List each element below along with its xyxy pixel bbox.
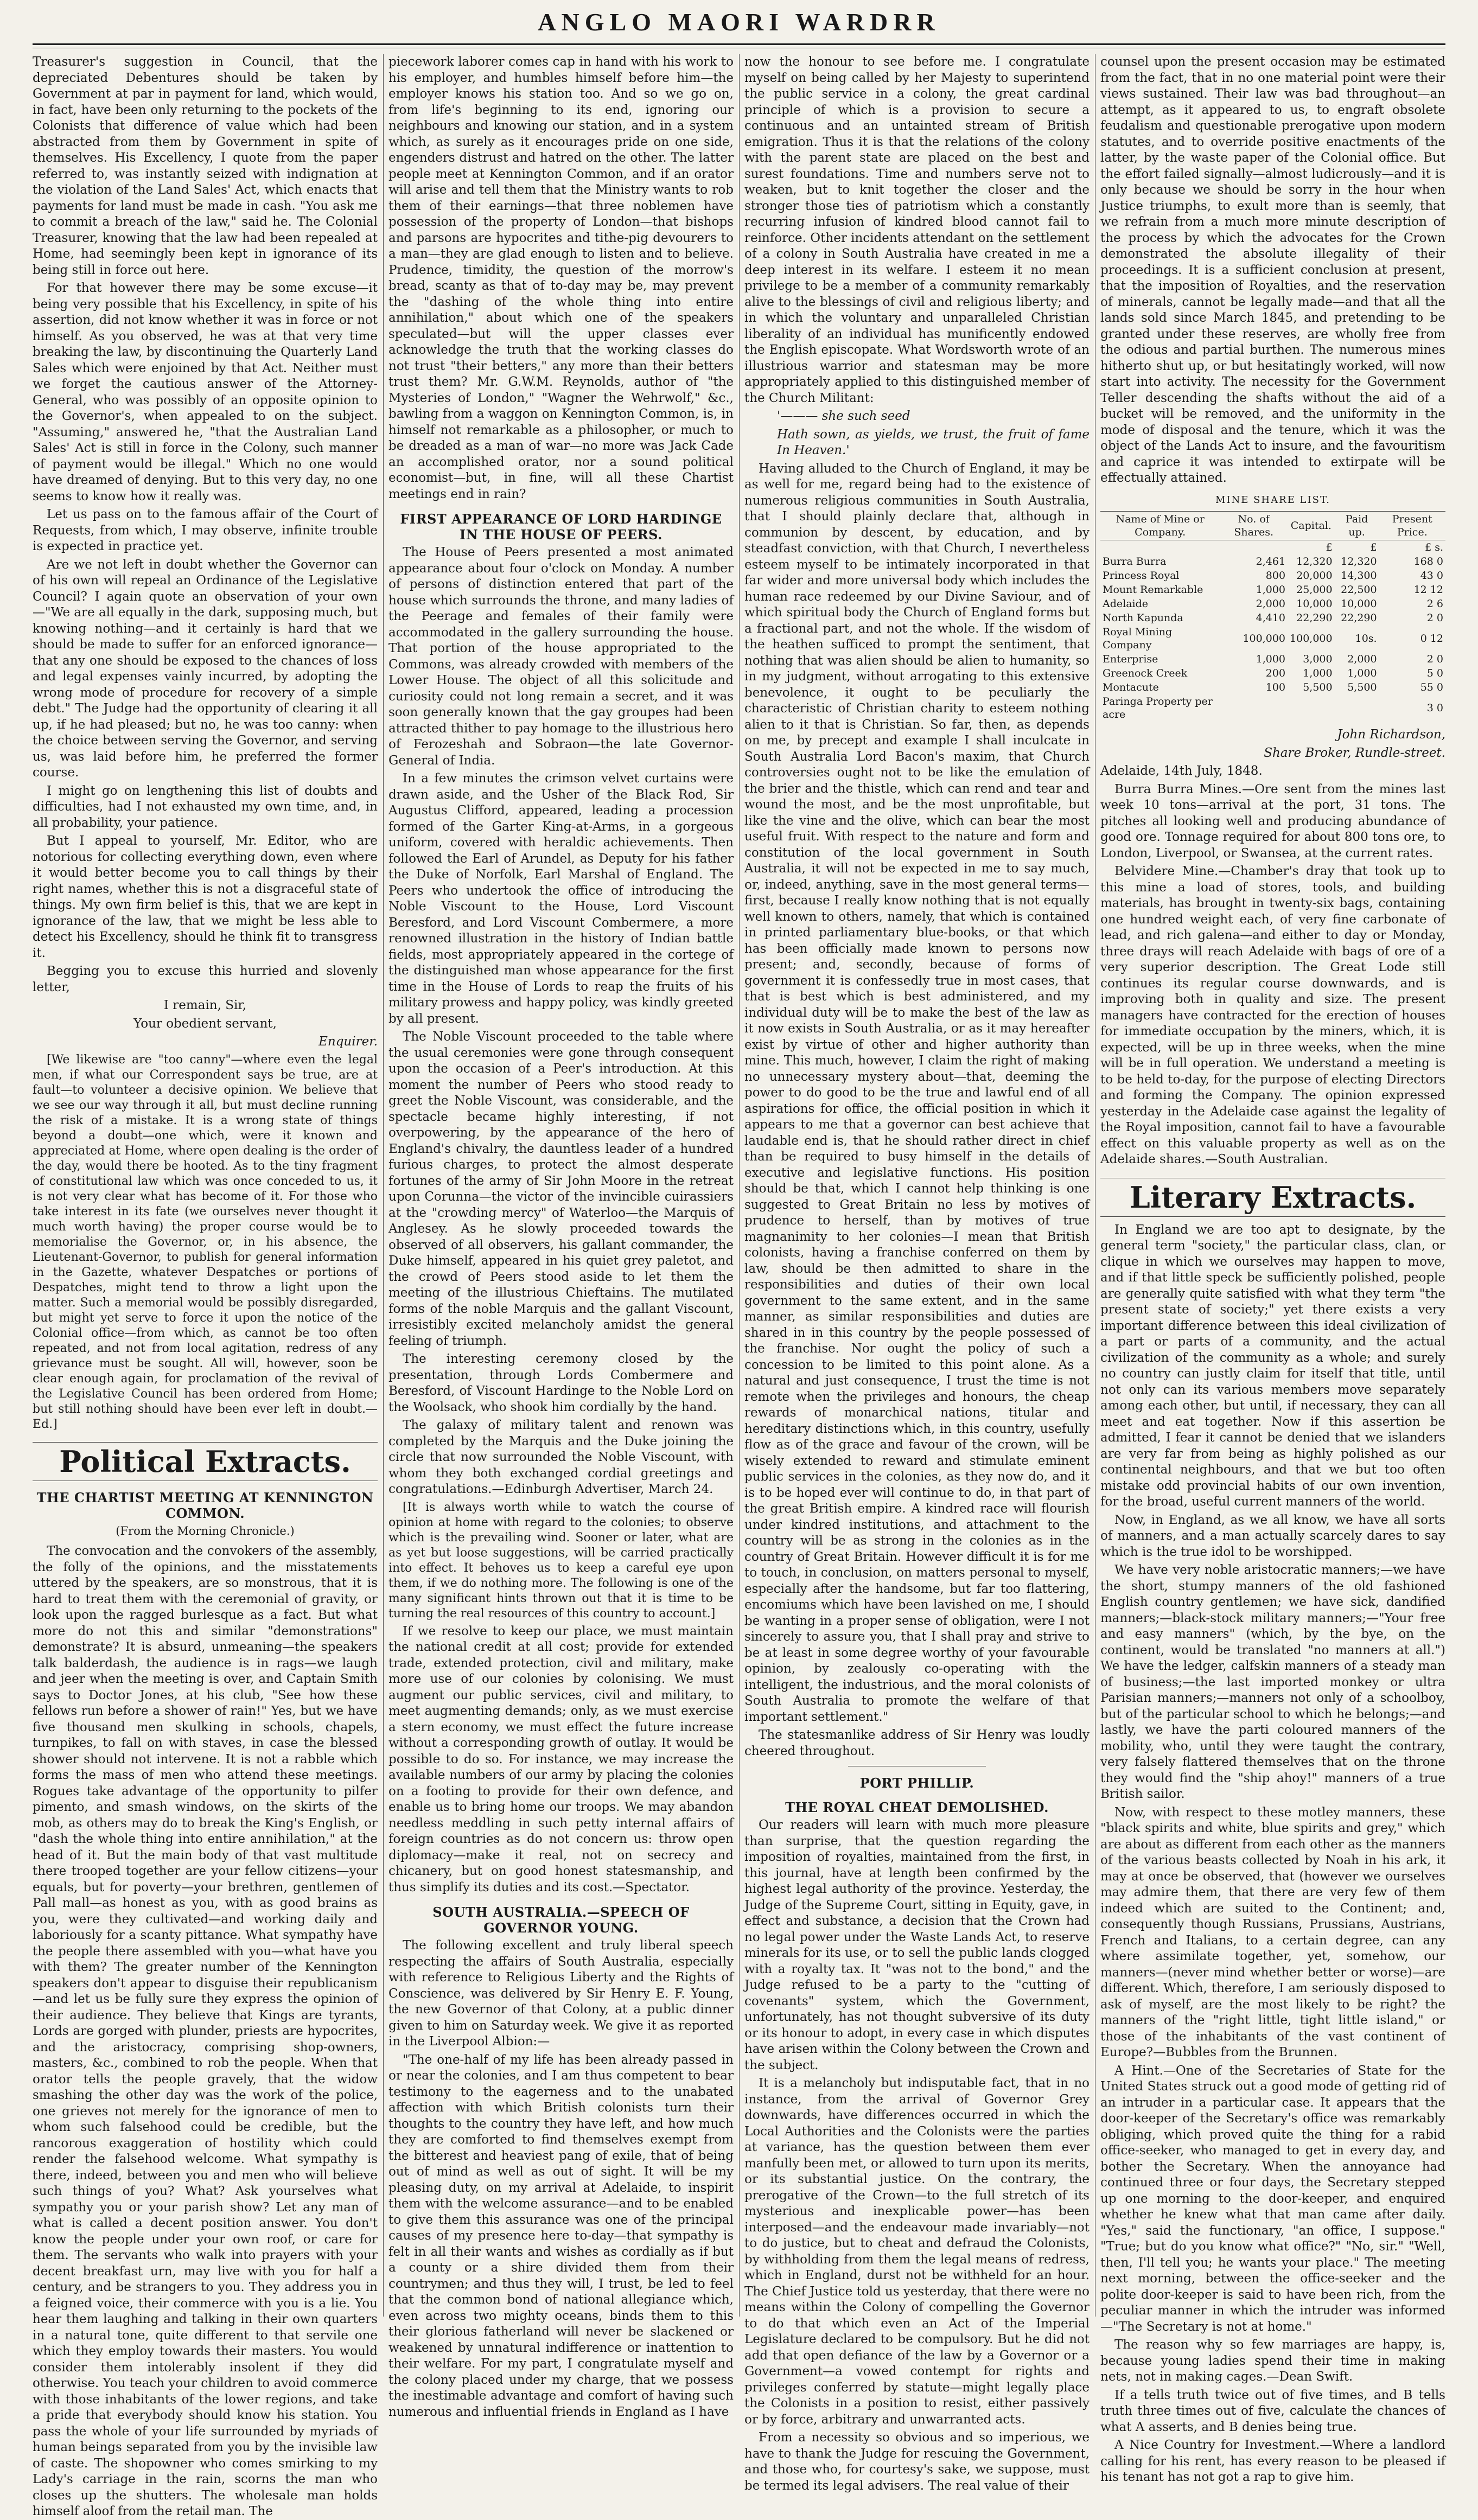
table-cell xyxy=(1335,694,1379,722)
table-cell: 22,290 xyxy=(1341,612,1377,624)
table-cell: 100,000 xyxy=(1243,633,1286,645)
table-units-row xyxy=(1100,540,1445,555)
table-cell: 1,000 xyxy=(1303,667,1333,679)
table-cell: 4,410 xyxy=(1256,612,1286,624)
table-header-cell: Capital. xyxy=(1288,512,1335,540)
article-heading: SOUTH AUSTRALIA.—SPEECH OF GOVERNOR YOUNG. xyxy=(432,1904,690,1936)
paragraph: The reason why so few marriages are happy, is, because young ladies spend their time in making nets, not in making cages.—Dean Swift. xyxy=(1100,2338,1445,2384)
paragraph: I might go on lengthening this list of doubts and difficulties, had I not exhausted my own time, and, in all probability, your patience. xyxy=(33,783,378,830)
column-divider xyxy=(383,54,384,2317)
paragraph: Begging you to excuse this hurried and slovenly letter, xyxy=(33,964,378,994)
table-cell: Burra Burra xyxy=(1103,556,1167,567)
table-header-row xyxy=(1100,512,1445,540)
article-subheading: THE ROYAL CHEAT DEMOLISHED. xyxy=(785,1800,1049,1815)
table-cell: 10s. xyxy=(1355,633,1377,645)
table-cell: 12 12 xyxy=(1413,584,1443,596)
table-unit-cell: £ xyxy=(1326,541,1333,553)
paragraph: It is a melancholy but indisputable fact, that in no instance, from the arrival of Governor Grey downwards, have differences occurred in which the Local Authorities and the Colonists were the parties at variance, has the question between them ever manfully been met, or allowed to turn upon its merits, or its substantial justice. On the contrary, the prerogative of the Crown—to the full stretch of its mysterious and inexplicable power—has been interposed—and the endeavour made invariably—not to do justice, but to cheat and defraud the Colonists, by withholding from them the legal means of redress, which in England, durst not be withheld for an hour. The Chief Justice told us yesterday, that there were no means within the Colony of compelling the Governor to do that which even an Act of the Imperial Legislature declared to be compulsory. But he did not add that open defiance of the law by a Governor or a Government—a vowed contempt for rights and privileges conferred by statute—might legally place the Colonists in a position to resist, either passively or by force, arbitrary and unwarranted acts. xyxy=(744,2076,1090,2427)
paragraph: From a necessity so obvious and so imperious, we have to thank the Judge for rescuing the Government, and those who, for courtesy's sake, we suppose, must be termed its legal advisers. The real value of their xyxy=(744,2430,1090,2493)
table-cell: 0 12 xyxy=(1420,633,1443,645)
table-cell: Montacute xyxy=(1103,681,1159,693)
table-cell: Mount Remarkable xyxy=(1103,584,1203,596)
paragraph: But I appeal to yourself, Mr. Editor, who are notorious for collecting everything down, even where it would better become you to call things by their right names, whether this is not a disgraceful state of things. My own firm belief is this, that we are kept in ignorance of the law, that we might be less able to detect his Excellency, should he think fit to transgress it. xyxy=(33,834,378,960)
paragraph: Let us pass on to the famous affair of the Court of Requests, from which, I may observe, infinite trouble is expected in practice yet. xyxy=(33,507,378,553)
table-cell: 43 0 xyxy=(1420,570,1443,582)
verse-line: Hath sown, as yields, we trust, the fruit of fame In Heaven.' xyxy=(777,427,1090,457)
dateline: Adelaide, 14th July, 1848. xyxy=(1100,764,1263,778)
table-cell: 200 xyxy=(1265,667,1286,679)
table-unit-cell: £ xyxy=(1370,541,1377,553)
table-cell: 1,000 xyxy=(1256,653,1286,665)
paragraph: now the honour to see before me. I congratulate myself on being called by her Majesty to superintend the public service in a colony, the great cardinal principle of which is a provision to secure a continuous and an untainted stream of British emigration. Thus it is that the relations of the colony with the parent state are placed on the best and surest foundations. Time and numbers serve not to weaken, but to knit together the closer and the stronger those ties of patriotism which a constantly recurring infusion of kindred blood cannot fail to reinforce. Other incidents attendant on the settlement of a colony in South Australia have created in me a deep interest in its welfare. I esteem it no mean privilege to be a member of a community remarkably alive to the blessings of civil and religious liberty; and in which the voluntary and unparalleled Christian liberality of an individual has munificently endowed the English episcopate. What Wordsworth wrote of an illustrious warrior and statesman may be more appropriately applied to this distinguished member of the Church Militant: xyxy=(744,55,1090,405)
paragraph: We have very noble aristocratic manners;—we have the short, stumpy manners of the old fashioned English country gentlemen; we have sick, dandified manners;—black-stock military manners;—"Your free and easy manners" (which, by the bye, on the continent, would be translated "no manners at all.") We have the ledger, calfskin manners of a steady man of business;—the last imported monkey or ultra Parisian manners;—manners not only of a schoolboy, but of the particular school to which he belongs;—and lastly, we have the parti coloured manners of the mobility, who, until they were taught the contrary, very falsely flattered themselves that on the throne they would find the "ship ahoy!" manners of a true British sailor. xyxy=(1100,1563,1445,1801)
paragraph: Now, in England, as we all know, we have all sorts of manners, and a man actually scarcely dares to say which is the true idol to be worshipped. xyxy=(1100,1513,1445,1559)
column-3 xyxy=(744,54,1090,2493)
table-cell: 22,290 xyxy=(1296,612,1333,624)
table-cell: 5 0 xyxy=(1426,667,1443,679)
section-heading-literary-extracts: Literary Extracts. xyxy=(1100,1178,1445,1217)
table-cell: 800 xyxy=(1265,570,1286,582)
paragraph: The House of Peers presented a most animated appearance about four o'clock on Monday. A number of persons of distinction entered that part of the house which surrounds the throne, and many ladies of the Peerage and females of their family were accommodated in the gallery surrounding the house. That portion of the house appropriated to the Commons, was already crowded with members of the Lower House. The object of all this solicitude and curiosity could not long remain a secret, and it was soon generally known that the gay groupes had been attracted thither to pay homage to the illustrious hero of Ferozeshah and Sobraon—the late Governor-General of India. xyxy=(388,545,734,768)
paragraph: The statesmanlike address of Sir Henry was loudly cheered throughout. xyxy=(744,1728,1090,1758)
editor-note: [It is always worth while to watch the course of opinion at home with regard to the colonies; to observe which is the prevailing wind. Sooner or later, what are as yet but loose suggestions, will be carried practically into effect. It behoves us to keep a careful eye upon them, if we do nothing more. The following is one of the many significant hints thrown out that it is time to be turning the real resources of this country to account.] xyxy=(388,1500,734,1621)
table-cell: 5,500 xyxy=(1347,681,1377,693)
table-cell: 10,000 xyxy=(1296,598,1333,610)
table-row xyxy=(1100,666,1445,680)
mine-share-table xyxy=(1100,511,1445,722)
table-body xyxy=(1100,554,1445,722)
table-row xyxy=(1100,625,1445,652)
table-cell: Greenock Creek xyxy=(1103,667,1188,679)
table-cell: 1,000 xyxy=(1347,667,1377,679)
paragraph: Our readers will learn with much more pleasure than surprise, that the question regarding the imposition of royalties, maintained from the first, in this journal, have at length been confirmed by the highest legal authority of the province. Yesterday, the Judge of the Supreme Court, sitting in Equity, gave, in effect and substance, a decision that the Crown had no legal power under the Waste Lands Act, to reserve minerals for its use, or to sell the public lands clogged with a royalty tax. It "was not to the bond," and the Judge refused to be a party to the "cutting of covenants" system, which the Government, unfortunately, has not thought subversive of its duty or its honour to adopt, in every case in which disputes have arisen within the Colony between the Crown and the subject. xyxy=(744,1818,1090,2072)
signature-line: I remain, Sir, xyxy=(163,998,247,1012)
verse-line: '——— she such seed xyxy=(777,409,910,423)
table-cell: 100,000 xyxy=(1290,633,1333,645)
table-cell: 12,320 xyxy=(1341,556,1377,567)
table-row xyxy=(1100,680,1445,694)
broker-name: John Richardson, xyxy=(1337,728,1445,742)
table-cell: 14,300 xyxy=(1341,570,1377,582)
table-cell: 100 xyxy=(1265,681,1286,693)
table-cell: 2 0 xyxy=(1426,653,1443,665)
paragraph: A Hint.—One of the Secretaries of State for the United States struck out a good mode of getting rid of an intruder in a particular case. It appears that the door-keeper of the Secretary's office was remarkably obliging, which proved quite the thing for a rabid office-seeker, who managed to get in every day, and bother the Secretary. When the annoyance had continued three or four days, the Secretary stepped up one morning to the door-keeper, and enquired whether he knew what that man came after daily. "Yes," said the functionary, "an office, I suppose." "True; but do you know what office?" "No, sir." "Well, then, I'll tell you; he wants your place." The meeting next morning, between the office-seeker and the polite door-keeper is said to have been rich, from the peculiar manner in which the intruder was informed—"The Secretary is not at home." xyxy=(1100,2063,1445,2334)
table-cell xyxy=(1220,694,1288,722)
column-1 xyxy=(33,54,378,2518)
paragraph: The Noble Viscount proceeded to the table where the usual ceremonies were gone through consequent upon the occasion of a Peer's introduction. At this moment the number of Peers who stood ready to greet the Noble Viscount, was considerable, and the spectacle became highly interesting, if not overpowering, by the appearance of the hero of England's chivalry, the dauntless leader of a hundred furious charges, to protect the almost desperate fortunes of the army of Sir John Moore in the retreat upon Corunna—the victor of the invincible cuirassiers at the "crowding mercy" of Waterloo—the Marquis of Anglesey. As he slowly proceeded towards the observed of all observers, his gallant commander, the Duke himself, appeared in his quiet grey paletot, and the crowd of Peers stood aside to let them the meeting of the illustrious Chieftains. The mutilated forms of the noble Marquis and the gallant Viscount, irresistibly excited melancholy amidst the general feeling of triumph. xyxy=(388,1030,734,1348)
table-cell: Princess Royal xyxy=(1103,570,1180,582)
table-cell: 168 0 xyxy=(1413,556,1443,567)
table-cell: 3,000 xyxy=(1303,653,1333,665)
section-heading-political-extracts: Political Extracts. xyxy=(33,1442,378,1481)
paragraph: piecework laborer comes cap in hand with his work to his employer, and humbles himself before him—the employer knows his station too. And so we go on, from life's beginning to its end, ignoring our neighbours and knowing our station, and in a system which, as surely as it encourages pride on one side, engenders distrust and hatred on the other. The latter people meet at Kennington Common, and if an orator will arise and tell them that the Ministry wants to rob them of their earnings—that three noblemen have possession of the property of London—that bishops and parsons are hypocrites and tithe-pig devourers to a man—they are glad enough to listen and to believe. Prudence, timidity, the question of the morrow's bread, scanty as that of to-day may be, may prevent the "dashing of the whole thing into entire annihilation," about which one of the speakers speculated—but will the upper classes ever acknowledge the truth that the working classes do not trust "their betters," any more than their betters trust them? Mr. G.W.M. Reynolds, author of "the Mysteries of London," "Wagner the Wehrwolf," &c., bawling from a waggon on Kennington Common, is, in himself not remarkable as a philosopher, or much to be dreaded as a man of war—no more was Jack Cade an accomplished orator, nor a sound political economist—but, in fine, will all these Chartist meetings end in rain? xyxy=(388,55,734,501)
paragraph: Burra Burra Mines.—Ore sent from the mines last week 10 tons—arrival at the port, 31 tons. The pitches all looking well and producing abundance of good ore. Tonnage required for about 800 tons ore, to London, Liverpool, or Swansea, at the current rates. xyxy=(1100,782,1445,860)
table-cell: 1,000 xyxy=(1256,584,1286,596)
paragraph: For that however there may be some excuse—it being very possible that his Excellency, in spite of his assertion, did not know whether it was in force or not himself. As you observed, he was at that very time breaking the law, by discontinuing the Quarterly Land Sales which were enjoined by that Act. Neither must we forget the cautious answer of the Attorney-General, who was possibly of an opposite opinion to the Governor's, when appealed to on the subject. "Assuming," answered he, "that the Australian Land Sales' Act is still in force in the Colony, such manner of payment would be illegal." Which no one would have dreamed of denying. But to this very day, no one seems to know how it really was. xyxy=(33,281,378,503)
table-cell: 22,500 xyxy=(1341,584,1377,596)
column-4 xyxy=(1100,54,1445,2484)
table-cell: 12,320 xyxy=(1296,556,1333,567)
table-cell: 10,000 xyxy=(1341,598,1377,610)
table-cell: North Kapunda xyxy=(1103,612,1183,624)
paragraph: If a tells truth twice out of five times, and B tells truth three times out of five, calculate the chances of what A asserts, and B denies being true. xyxy=(1100,2388,1445,2434)
table-cell: 55 0 xyxy=(1420,681,1443,693)
table-row xyxy=(1100,583,1445,597)
table-cell: 3 0 xyxy=(1426,702,1443,714)
table-cell: 2,000 xyxy=(1256,598,1286,610)
column-2 xyxy=(388,54,734,2419)
table-cell: Enterprise xyxy=(1103,653,1158,665)
table-header-cell: Name of Mine or Company. xyxy=(1100,512,1220,540)
table-row xyxy=(1100,611,1445,625)
article-source: (From the Morning Chronicle.) xyxy=(116,1524,295,1537)
table-cell: 2,461 xyxy=(1256,556,1286,567)
signature-name: Enquirer. xyxy=(318,1035,378,1049)
paragraph: "The one-half of my life has been already passed in or near the colonies, and I am thus competent to bear testimony to the eagerness and to the unabated affection with which British colonists turn their thoughts to the country they have left, and how much they are comforted to find themselves exempt from the bitterest and heaviest pang of exile, that of being out of mind as well as out of sight. It will be my pleasing duty, on my arrival at Adelaide, to inspirit them with the welcome assurance—and to be enabled to give them this assurance was one of the principal causes of my presence here to-day—that sympathy is felt in all their wants and wishes as cordially as if but a county or a shire divided them from their countrymen; and thus they will, I trust, be led to feel that the common bond of national allegiance which, even across two mighty oceans, binds them to this their glorious fatherland will never be slackened or weakened by unnatural indifference or inattention to their welfare. For my part, I congratulate myself and the colony placed under my charge, that we possess the inestimable advantage and comfort of having such numerous and influential friends in England as I have xyxy=(388,2052,734,2419)
article-heading: PORT PHILLIP. xyxy=(859,1775,974,1791)
table-cell: Royal Mining Company xyxy=(1103,626,1173,651)
table-unit-cell xyxy=(1220,540,1288,555)
table-row xyxy=(1100,597,1445,611)
broker-address: Share Broker, Rundle-street. xyxy=(1264,745,1445,760)
table-cell: 5,500 xyxy=(1303,681,1333,693)
table-row xyxy=(1100,569,1445,583)
table-cell: 25,000 xyxy=(1296,584,1333,596)
signature-line: Your obedient servant, xyxy=(133,1016,277,1031)
table-cell: 2,000 xyxy=(1347,653,1377,665)
table-cell: 20,000 xyxy=(1296,570,1333,582)
table-unit-cell xyxy=(1100,540,1220,555)
paragraph: Are we not left in doubt whether the Governor can of his own will repeal an Ordinance of the Legislative Council? I again quote an observation of your own—"We are all equally in the dark, supposing much, but knowing nothing—and it certainly is hard that we should be made to suffer for an enforced ignorance—that any one should be exposed to the chances of loss and legal expenses vainly incurred, by adopting the wrong mode of procedure for recovery of a simple debt." The Judge had the opportunity of clearing it all up, if he had pleased; but no, he was too canny: when the choice between serving the Governor, and serving us, was laid before him, he preferred the former course. xyxy=(33,557,378,780)
paragraph: Now, with respect to these motley manners, these "black spirits and white, blue spirits and grey," which are about as different from each other as the manners of the various beasts collected by Noah in his ark, it may at once be observed, that (however we ourselves may admire them, that there are very few of them indeed which are suited to the Continent; and, consequently though Russians, Prussians, Austrians, French and Italians, to a certain degree, can any where assimilate together, yet, somehow, our manners—(never mind whether better or worse)—are different. Which, therefore, I am seriously disposed to ask of myself, are the most likely to be right? the manners of the "right little, tight little island," or those of the inhabitants of the vast continent of Europe?—Bubbles from the Brunnen. xyxy=(1100,1805,1445,2059)
editor-note: [We likewise are "too canny"—where even the legal men, if what our Correspondent says be true, are at fault—to volunteer a decisive opinion. We believe that we see our way through it all, but must decline running the risk of a mistake. It is a wrong state of things beyond a doubt—one which, were it known and appreciated at Home, where open dealing is the order of the day, would there be hooted. As to the tiny fragment of constitutional law which was once conceded to us, it is not very clear what has become of it. For those who take interest in its fate (we ourselves never thought it much worth having) the proper course would be to memorialise the Governor, or, in his absence, the Lieutenant-Governor, to publish for general information in the Gazette, whatever Despatches or portions of Despatches, might tend to throw a light upon the matter. Such a memorial would be possibly disregarded, but might yet serve to force it upon the notice of the Colonial office—from which, as cannot be too often repeated, and not from local agitation, redress of any grievance must be sought. All will, however, soon be clear enough again, for proclamation of the revival of the Legislative Council has been ordered from Home; but still nothing should have been ever left in doubt.—Ed.] xyxy=(33,1052,378,1431)
table-caption: MINE SHARE LIST. xyxy=(1215,494,1331,506)
table-cell: 2 0 xyxy=(1426,612,1443,624)
table-unit-cell: £ s. xyxy=(1425,541,1443,553)
paragraph: The convocation and the convokers of the assembly, the folly of the opinions, and the misstatements uttered by the speakers, are so monstrous, that it is hard to treat them with the ceremonial of gravity, or look upon the ragged burlesque as a fact. But what more do not this and similar "demonstrations" demonstrate? It is absurd, unmeaning—the speakers talk balderdash, the audience is in rags—we laugh and jeer when the meeting is over, and Captain Smith says to Doctor Jones, at his club, "See how these fellows run before a shower of rain!" Yes, but we have five thousand men skulking in schools, chapels, turnpikes, to fall on with staves, in case the blessed shower should not intervene. It is not a rabble which forms the mass of men who attend these meetings. Rogues take advantage of the opportunity to pilfer pimento, and smash windows, on the skirts of the mob, as others may do to break the King's English, or "dash the whole thing into entire annihilation," at the head of it. But the main body of that vast multitude there trooped together are your fellow citizens—your equals, but for poverty—your brethren, gentlemen of Pall mall—as honest as you, with as good brains as you, were they cultivated—and working daily and laboriously for a scanty pittance. What sympathy have the people there assembled with you—what have you with them? The greater number of the Kennington speakers don't appear to disguise their republicanism—and let us be fully sure they express the opinion of their audience. They believe that Kings are tyrants, Lords are gorged with plunder, priests are hypocrites, and the aristocracy, comprising shop-owners, masters, &c., combined to rob the people. When that orator tells the people gravely, that the widow smashing the other day was the work of the police, one grieves not merely for the ignorance of men to whom such falsehood could be credible, but the rancorous exaggeration of hostility which could render the falsehood welcome. What sympathy is there, indeed, between you and men who will believe such things of you? What? Ask yourselves what sympathy you or your parish show? Let any man of what is called a decent position answer. You don't know the people under your own roof, or care for them. The servants who walk into prayers with your decent breakfast urn, may live with you for half a century, and be strangers to you. They address you in a feigned voice, their commerce with you is a lie. You hear them laughing and talking in their own quarters in a natural tone, quite different to that servile one which they employ towards their masters. You would consider them intolerably insolent if they did otherwise. You teach your children to avoid commerce with those inhabitants of the lower regions, and take a pride that everybody should know his station. You pass the whole of your life surrounded by myriads of human beings separated from you by the invisible law of caste. The shopowner who comes smirking to my Lady's carriage in the rain, scorns the man who closes up the shutters. The wholesale man holds himself aloof from the retail man. The xyxy=(33,1544,378,2518)
paragraph: If we resolve to keep our place, we must maintain the national credit at all cost; provide for extended trade, extended protection, civil and military, make more use of our colonies by colonising. We must augment our public services, civil and military, to meet augmenting demands; only, as we must exercise a stern economy, we must effect the future increase without a corresponding growth of outlay. It would be possible to do so. For instance, we may increase the available numbers of our army by placing the colonies on a footing to provide for their own defence, and enable us to bring home our troops. We may abandon needless meddling in such petty internal affairs of foreign countries as do not concern us: throw open diplomacy—make it real, not on secrecy and chicanery, but on good honest statesmanship, and thus simplify its duties and its cost.—Spectator. xyxy=(388,1624,734,1894)
masthead-rule xyxy=(33,43,1445,45)
table-row xyxy=(1100,554,1445,569)
table-header-cell: Paid up. xyxy=(1335,512,1379,540)
paragraph: The galaxy of military talent and renown was completed by the Marquis and the Duke joining the circle that now surrounded the Noble Viscount, with whom they both exchanged cordial greetings and congratulations.—Edinburgh Advertiser, March 24. xyxy=(388,1418,734,1496)
table-header-cell: Present Price. xyxy=(1379,512,1445,540)
column-divider xyxy=(739,54,740,2317)
paragraph: The following excellent and truly liberal speech respecting the affairs of South Australia, especially with reference to Religious Liberty and the Rights of Conscience, was delivered by Sir Henry E. F. Young, the new Governor of that Colony, at a public dinner given to him on Saturday week. We give it as reported in the Liverpool Albion:— xyxy=(388,1938,734,2049)
table-cell xyxy=(1288,694,1335,722)
paragraph: A Nice Country for Investment.—Where a landlord calling for his rent, has every reason to be pleased if his tenant has not got a rap to give him. xyxy=(1100,2438,1445,2484)
masthead-title: ANGLO MAORI WARDRR xyxy=(538,8,940,36)
table-row xyxy=(1100,694,1445,722)
paragraph: Treasurer's suggestion in Council, that the depreciated Debentures should be taken by Government at par in payment for land, which would, in fact, have been only returning to the pockets of the Colonists that difference of value which had been abstracted from them by Government in spite of themselves. His Excellency, I quote from the paper referred to, was instantly seized with indignation at the violation of the Land Sales' Act, which enacts that payments for land must be made in cash. "You ask me to commit a breach of the law," said he. The Colonial Treasurer, knowing that the law had been repealed at Home, had seemingly been kept in ignorance of its being still in force out here. xyxy=(33,55,378,277)
newspaper-page xyxy=(33,54,1445,2518)
paragraph: Belvidere Mine.—Chamber's dray that took up to this mine a load of stores, tools, and building materials, has brought in twenty-six bags, containing one hundred weight each, of very fine carbonate of lead, and rich galena—and either to day or Monday, three drays will reach Adelaide with bags of ore of a very superior description. The Great Lode still continues its regular course downwards, and is improving both in quality and size. The present managers have contracted for the erection of houses for immediate occupation by the miners, which, it is expected, will be up in three weeks, when the mine will be in full operation. We understand a meeting is to be held to-day, for the purpose of electing Directors and forming the Company. The opinion expressed yesterday in the Adelaide case against the legality of the Royal imposition, cannot fail to have a favourable effect on this valuable property as well as on the Adelaide shares.—South Australian. xyxy=(1100,864,1445,1166)
article-heading: THE CHARTIST MEETING AT KENNINGTON COMMON. xyxy=(36,1489,374,1521)
paragraph: In a few minutes the crimson velvet curtains were drawn aside, and the Usher of the Black Rod, Sir Augustus Clifford, appeared, leading a procession formed of the Garter King-at-Arms, in a gorgeous uniform, covered with heraldic achievements. Then followed the Earl of Arundel, as Deputy for his father the Duke of Norfolk, Earl Marshal of England. The Peers who undertook the office of introducing the Noble Viscount to the House, Lord Viscount Beresford, and Lord Viscount Combermere, a more renowned illustration in the history of Indian battle fields, most appropriately appeared in the cortege of the distinguished man whose appearance for the first time in the House of Lords to reap the fruits of his military prowess and happy policy, was kindly greeted by all present. xyxy=(388,771,734,1026)
paragraph: Having alluded to the Church of England, it may be as well for me, regard being had to the existence of numerous religious communities in South Australia, that I should plainly declare that, although in communion by descent, by education, and by steadfast conviction, with that Church, I nevertheless esteem myself to be intimately incorporated in that far wider and more universal body which includes the human race redeemed by our Divine Saviour, and of which spiritual body the Church of England forms but a fractional part, and not the whole. If the wisdom of the heathen sufficed to prompt the sentiment, that nothing that was alien should be alien to humanity, so in my judgment, without arrogating to this extensive benevolence, it ought to be peculiarly the characteristic of Christian charity to esteem nothing alien to it that is Christian. So far, then, as depends on me, by precept and example I shall inculcate in South Australia Lord Bacon's maxim, that Church controversies ought not to be like the emulation of the brier and the thistle, which can rend and tear and wound the most, and be the most unprofitable, but like the vine and the olive, which can bear the most useful fruit. With respect to the nature and form and constitution of the local government in South Australia, it will not be expected in me to say much, or, indeed, anything, save in the most general terms—first, because I really know nothing that is not equally well known to others, namely, that which is contained in printed parliamentary blue-books, or that which has been officially made known to persons now present; and, secondly, because of forms of government it is confessedly true in most cases, that that is best which is best administered, and my individual duty will be to make the best of the law as it now exists in South Australia, or as it may hereafter exist by virtue of other and higher authority than mine. This much, however, I claim the right of making no unnecessary mystery about—that, deeming the power to do good to be the true and lawful end of all aspirations for office, the official position in which it appears to me that a governor can best achieve that laudable end is, that he should rather direct in chief than be required to busy himself in the details of executive and legislative functions. His position should be that, which I cannot help thinking is one suggested to Great Britain no less by motives of prudence to herself, than by motives of true magnanimity to her colonies—I mean that British colonists, having a franchise conferred on them by law, should be then admitted to share in the responsibilities and duties of their own local government to the same extent, and in the same manner, as similar responsibilities and duties are shared in in this country by the people possessed of the franchise. Nor ought the policy of such a concession to be limited to this point alone. As a natural and just consequence, I trust the time is not remote when the privileges and honours, the cheap rewards of monarchical nations, titular and hereditary distinctions which, in this country, usefully flow as of the grace and favour of the crown, will be wisely extended to reward and stimulate eminent public services in the colonies, as they now do, and it is to be hoped ever will continue to do, in that part of the great British empire. A kindred race will flourish under kindred institutions, and attachment to the country will be as strong in the colonies as in the country of Great Britain. However difficult it is for me to touch, in conclusion, on matters personal to myself, especially after the handsome, but far too flattering, encomiums which have been lavished on me, I should be wanting in a proper sense of obligation, were I not sincerely to assure you, that I shall pray and strive to be at least in some degree worthy of your favourable opinion, by zealously co-operating with the intelligent, the industrious, and the moral colonists of South Australia to promote the welfare of that important settlement." xyxy=(744,461,1090,1724)
article-heading: FIRST APPEARANCE OF LORD HARDINGE IN THE HOUSE OF PEERS. xyxy=(400,511,722,543)
table-header-cell: No. of Shares. xyxy=(1220,512,1288,540)
paragraph: The interesting ceremony closed by the presentation, through Lords Combermere and Beresford, of Viscount Hardinge to the Noble Lord on the Woolsack, who shook him cordially by the hand. xyxy=(388,1352,734,1414)
table-cell: Paringa Property per acre xyxy=(1103,696,1213,720)
paragraph: In England we are too apt to designate, by the general term "society," the particular class, clan, or clique in which we ourselves may happen to move, and if that little speck be sufficiently polished, people are generally quite satisfied with what they term "the present state of society;" yet there exists a very important difference between this ideal civilization of a part or parts of a community, and the actual civilization of the community as a whole; and surely no country can justly claim for itself that title, until not only can its various members move separately among each other, but until, if necessary, they can all meet and eat together. Now if this assertion be admitted, I fear it cannot be denied that we islanders are very far from being as highly polished as our continental neighbours, and that we but too often mistake odd provincial habits of our own invention, for the broad, useful current manners of the world. xyxy=(1100,1222,1445,1509)
table-cell: 2 6 xyxy=(1426,598,1443,610)
paragraph: counsel upon the present occasion may be estimated from the fact, that in no one material point were their views sustained. Their law was bad throughout—an attempt, as it appeared to us, to engraft obsolete feudalism and questionable prerogative upon modern statutes, and to override positive enactments of the latter, by the waste paper of the Colonial office. But the effort failed signally—almost ludicrously—and it is only because we should be sorry in the hour when Justice triumphs, to exult more than is seemly, that we refrain from a much more minute description of the process by which the advocates for the Crown demonstrated the absolute illegality of their proceedings. It is a sufficient conclusion at present, that the imposition of Royalties, and the reservation of minerals, cannot be legally made—and that all the lands sold since March 1845, and pretending to be granted under these reserves, are wholly free from the odious and partial burthen. The numerous mines hitherto shut up, or but hesitatingly worked, will now start into activity. The necessity for the Government Teller descending the shafts without the aid of a bucket will be removed, and the uniformity in the mode of disposal and the tenure, which it was the object of the Lands Act to insure, and the favouritism and caprice it was intended to extirpate will be effectually attained. xyxy=(1100,55,1445,485)
table-row xyxy=(1100,652,1445,666)
table-cell: Adelaide xyxy=(1103,598,1149,610)
